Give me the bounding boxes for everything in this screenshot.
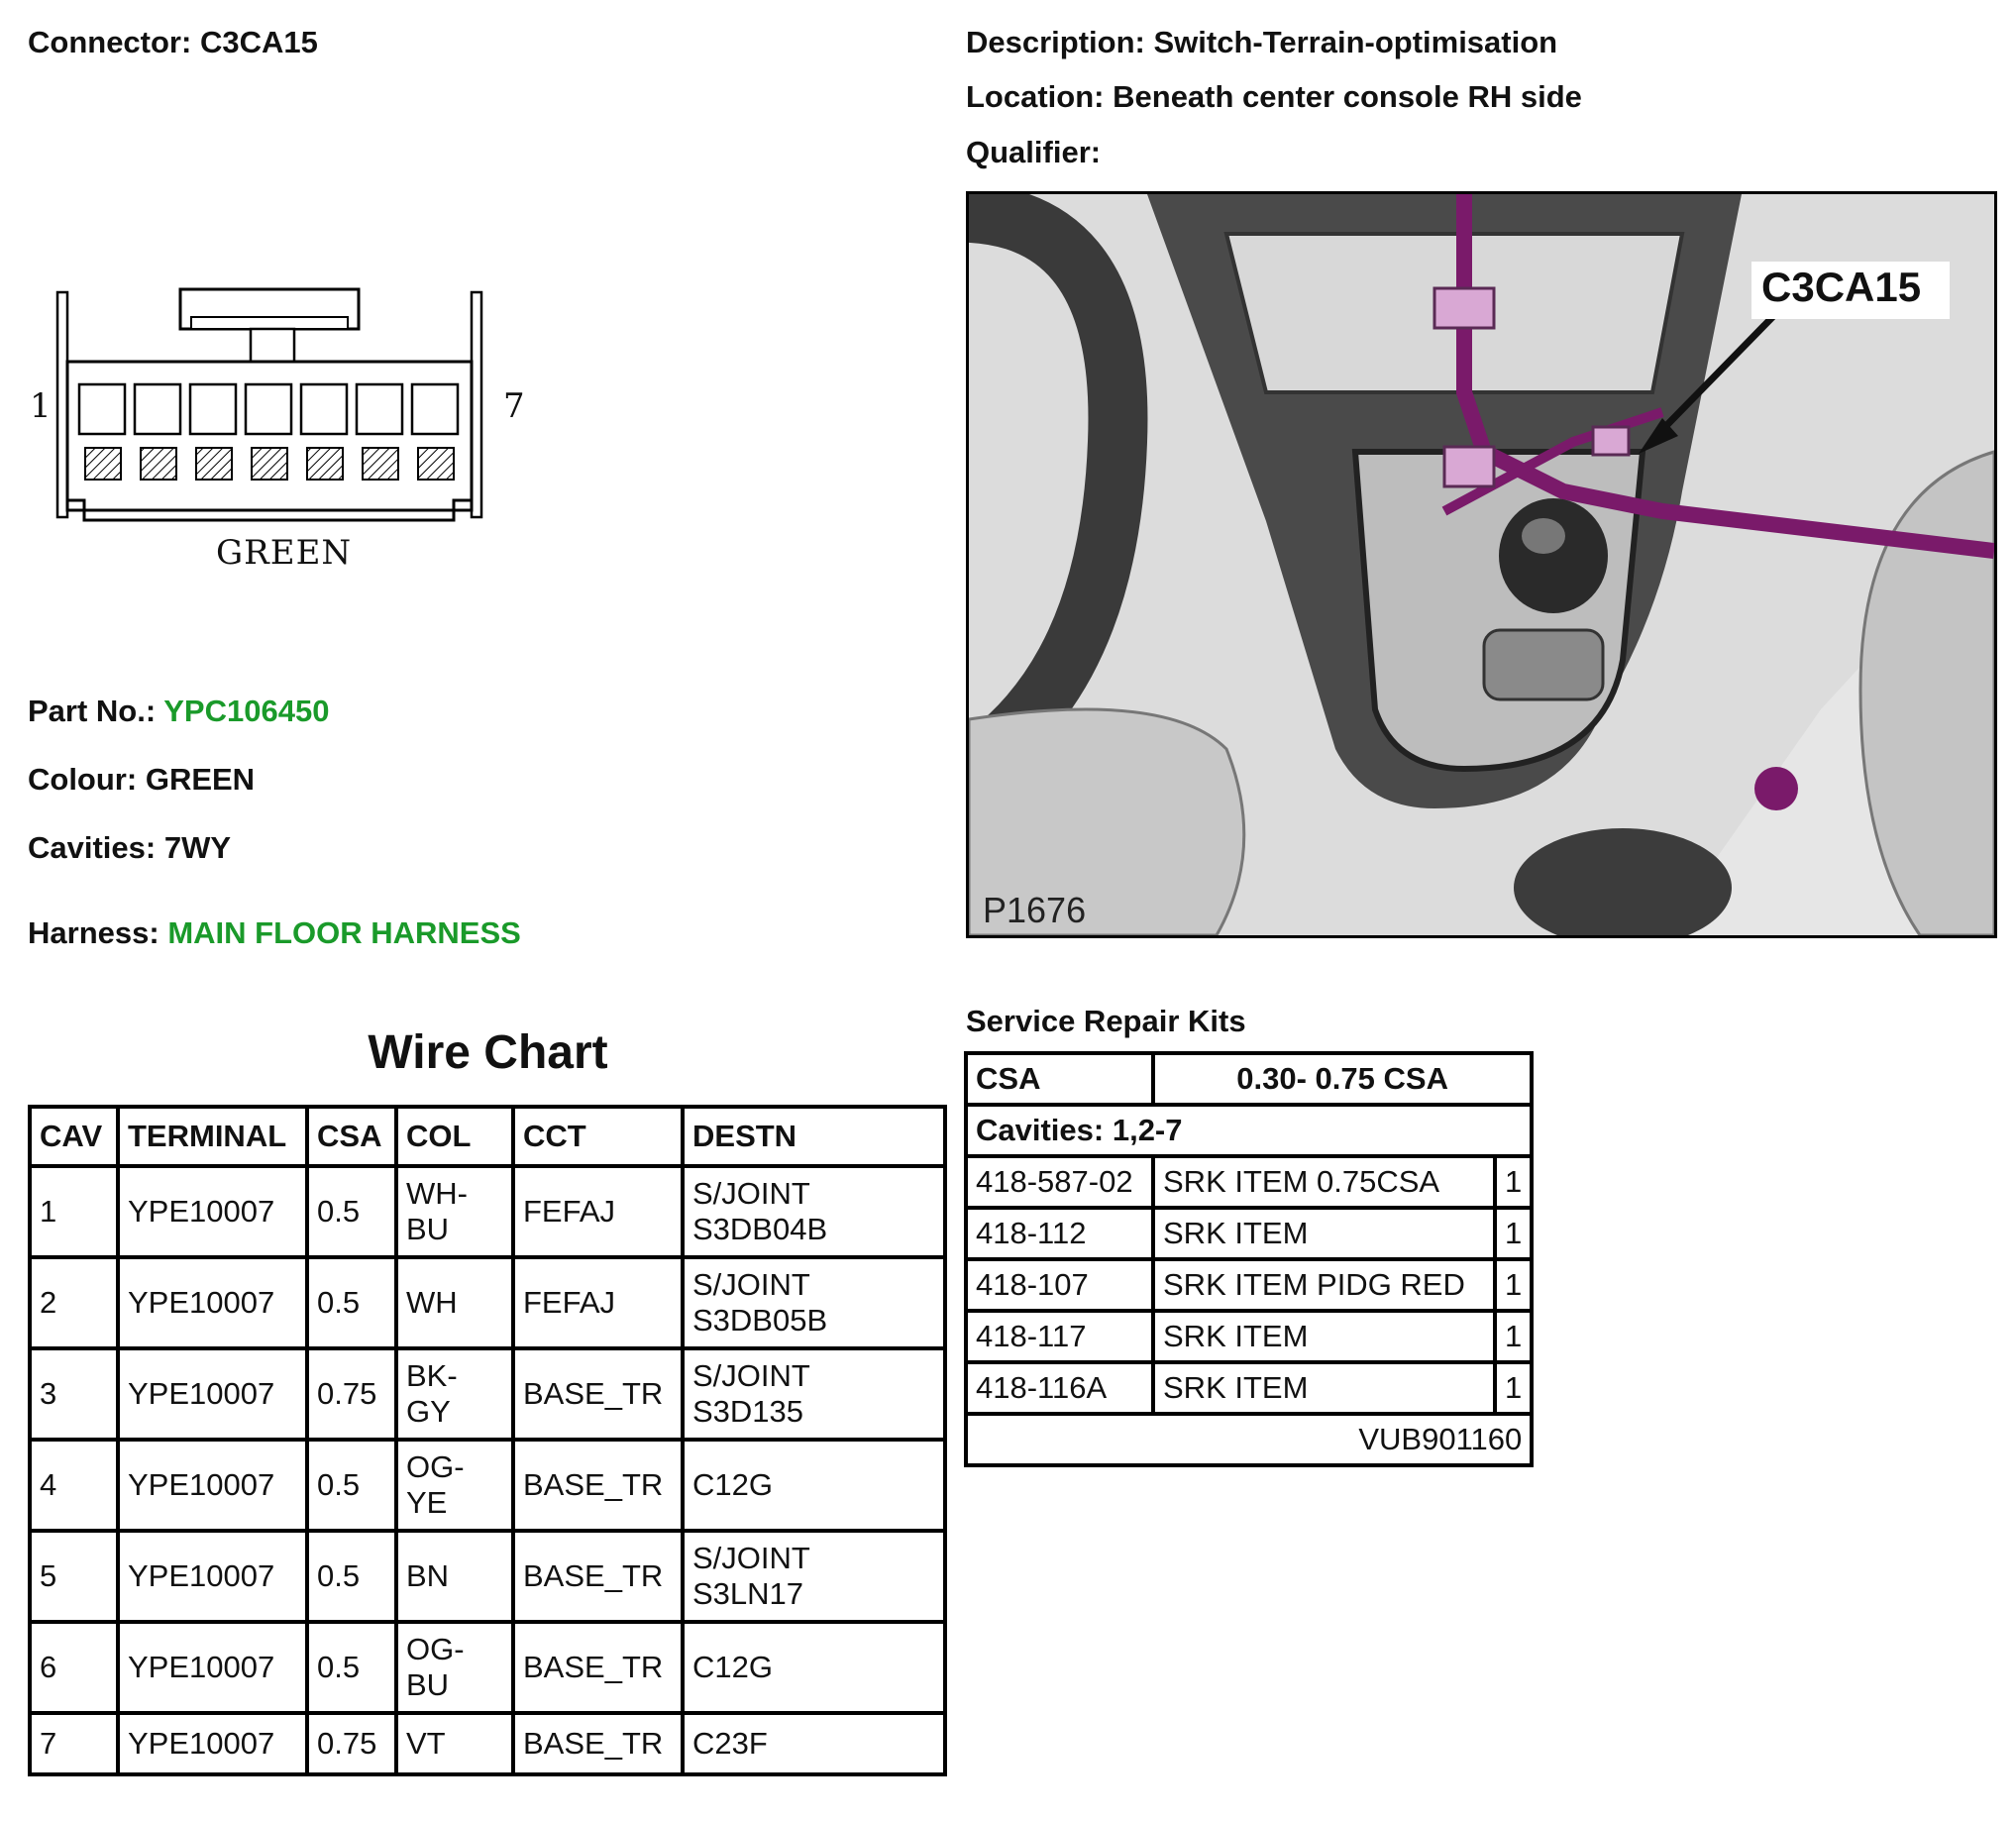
table-row: 4 YPE10007 0.5 OG- YE BASE_TR C12G [30,1440,945,1531]
description-line: Description: Switch-Terrain-optimisation [966,25,1558,59]
colour-line: Colour: GREEN [28,762,256,797]
location-line: Location: Beneath center console RH side [966,79,1582,114]
drawing-colour-label: GREEN [216,533,353,573]
photo-callout-label: C3CA15 [1761,264,1922,310]
cavity-row [79,384,458,434]
table-row: 5 YPE10007 0.5 BN BASE_TR S/JOINT S3LN17 [30,1531,945,1622]
srk-cavities: Cavities: 1,2-7 [966,1105,1532,1156]
connector-face-drawing [30,277,535,594]
table-row: 3 YPE10007 0.75 BK- GY BASE_TR S/JOINT S3D135 [30,1348,945,1440]
connector-heading: Connector: C3CA15 [28,25,318,59]
header-destn: DESTN [683,1107,945,1166]
cavities-value: 7WY [163,830,232,865]
table-row: 7 YPE10007 0.75 VT BASE_TR C23F [30,1713,945,1774]
list-item: 418-107 SRK ITEM PIDG RED 1 [966,1259,1532,1311]
part-no-value: YPC106450 [163,694,330,728]
location-photo [966,191,1997,938]
location-value: Beneath center console RH side [1113,79,1582,114]
table-row: 1 YPE10007 0.5 WH- BU FEFAJ S/JOINT S3DB04B [30,1166,945,1257]
wire-chart-header-row [30,1107,945,1166]
srk-title: Service Repair Kits [966,1004,1246,1038]
list-item: 418-117 SRK ITEM 1 [966,1311,1532,1362]
wire-chart-table [28,1105,947,1776]
colour-value: GREEN [145,762,256,797]
terminal-lock-row [85,448,454,480]
qualifier-line: Qualifier: [966,135,1102,169]
srk-cavities-row [966,1105,1532,1156]
header-csa: CSA [307,1107,396,1166]
description-value: Switch-Terrain-optimisation [1153,25,1558,59]
harness-value: MAIN FLOOR HARNESS [167,915,521,950]
header-terminal: TERMINAL [118,1107,307,1166]
table-row: 6 YPE10007 0.5 OG- BU BASE_TR C12G [30,1622,945,1713]
header-cav: CAV [30,1107,118,1166]
pin-label-last: 7 [503,386,525,426]
list-item: 418-116A SRK ITEM 1 [966,1362,1532,1414]
pin-label-first: 1 [30,386,52,426]
srk-csa-label: CSA [966,1053,1153,1105]
wire-chart-title: Wire Chart [368,1026,608,1079]
srk-table [964,1051,1534,1467]
header-cct: CCT [513,1107,683,1166]
srk-csa-row [966,1053,1532,1105]
header-col: COL [396,1107,513,1166]
list-item: 418-587-02 SRK ITEM 0.75CSA 1 [966,1156,1532,1208]
list-item: 418-112 SRK ITEM 1 [966,1208,1532,1259]
srk-csa-range: 0.30- 0.75 CSA [1153,1053,1532,1105]
cavities-line: Cavities: 7WY [28,830,232,865]
srk-footer-row [966,1414,1532,1465]
part-no-line: Part No.: YPC106450 [28,694,330,728]
harness-line: Harness: MAIN FLOOR HARNESS [28,915,521,950]
srk-footer: VUB901160 [966,1414,1532,1465]
table-row: 2 YPE10007 0.5 WH FEFAJ S/JOINT S3DB05B [30,1257,945,1348]
connector-id: C3CA15 [199,25,318,59]
photo-code: P1676 [983,890,1087,930]
